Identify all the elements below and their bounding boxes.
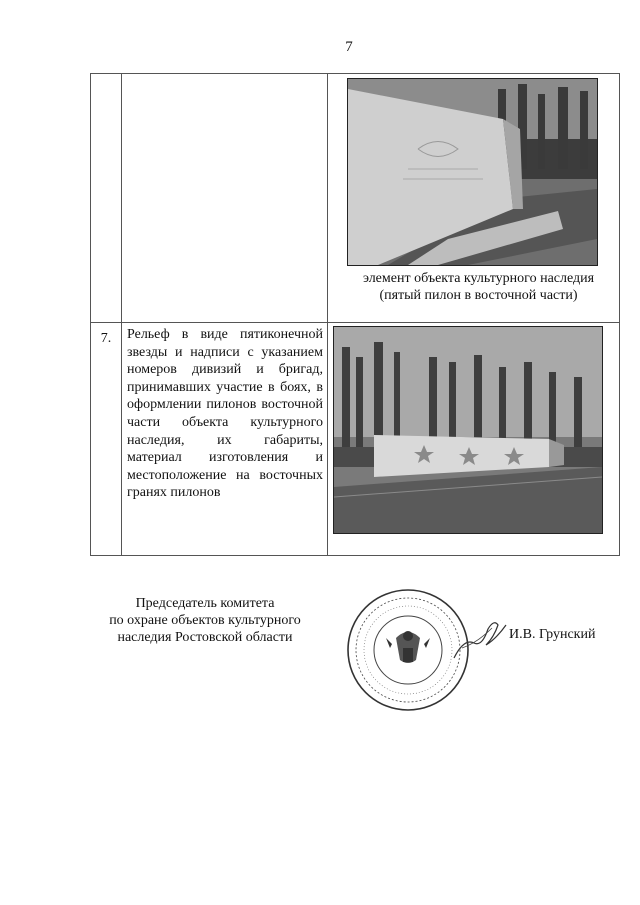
- row-description: Рельеф в виде пятиконечной звезды и надписи с указанием номеров дивизий и бригад, принимавших участие в боях, в оформлении пилонов восточной части объекта культурного наследия, их габариты, материал изготовления и местоположение на восточных гранях пилонов: [127, 327, 323, 501]
- relief-photo: [333, 326, 603, 534]
- pylon-photo-image: [348, 79, 597, 265]
- row-number-cell: [91, 323, 122, 556]
- caption-line: (пятый пилон в восточной части): [379, 288, 578, 303]
- table-row: [91, 323, 620, 556]
- chairman-title: [80, 595, 330, 646]
- title-line: по охране объектов культурного: [109, 613, 301, 628]
- relief-photo-image: [334, 327, 602, 533]
- photo-caption: [328, 270, 619, 304]
- table-row: [91, 74, 620, 323]
- row-number: [91, 74, 121, 82]
- title-line: Председатель комитета: [135, 596, 275, 611]
- description-cell: [122, 74, 328, 323]
- handwritten-signature: [452, 608, 512, 668]
- row-number-cell: [91, 74, 122, 323]
- pylon-photo: [347, 78, 598, 266]
- photo-cell: [328, 74, 620, 323]
- heritage-table: [90, 73, 620, 556]
- row-number: 7.: [100, 331, 112, 346]
- title-line: наследия Ростовской области: [117, 630, 293, 645]
- photo-cell: [328, 323, 620, 556]
- signer-name: И.В. Грунский: [509, 627, 596, 642]
- caption-line: элемент объекта культурного наследия: [362, 271, 595, 286]
- description-cell: [122, 323, 328, 556]
- page-number: 7: [345, 39, 353, 55]
- row-description: [122, 74, 327, 77]
